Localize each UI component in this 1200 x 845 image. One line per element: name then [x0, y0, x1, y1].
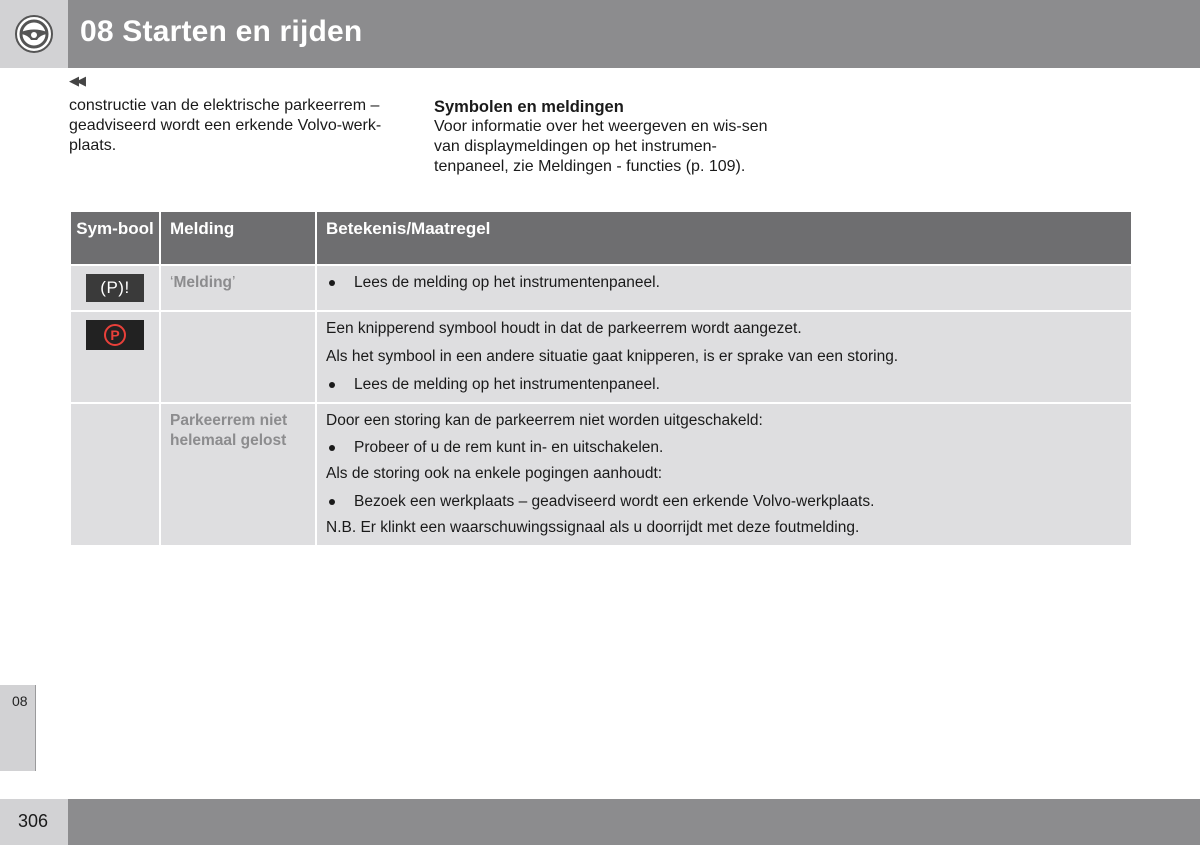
meaning-paragraph: Een knipperend symbool houdt in dat de parkeerrem wordt aangezet. — [326, 320, 802, 337]
message-text: Melding — [173, 274, 233, 291]
bullet-item: Bezoek een werkplaats – geadviseerd wordt een erkende Volvo-werkplaats. — [326, 492, 1122, 512]
meaning-cell — [316, 403, 1132, 546]
symbol-cell — [70, 311, 160, 403]
column-header-meaning: Betekenis/Maatregel — [316, 211, 1132, 265]
table-row — [70, 403, 1132, 546]
page-number: 306 — [18, 811, 49, 831]
bullet-item: Lees de melding op het instrumentenpaneel. — [326, 273, 1122, 293]
table-row — [70, 265, 1132, 311]
table-row — [70, 311, 1132, 403]
message-cell: ‘Melding’ — [160, 265, 316, 311]
section-heading: Symbolen en meldingen — [434, 98, 624, 116]
bullet-item: Lees de melding op het instrumentenpaneel. — [326, 375, 1122, 395]
column-header-symbol: Sym-bool — [70, 211, 160, 265]
left-column-text: constructie van de elektrische parkeerrem – geadviseerd wordt een erkende Volvo-werk-plaats. — [69, 97, 382, 154]
meaning-cell — [316, 265, 1132, 311]
page-footer — [0, 799, 1200, 845]
chapter-side-tab — [0, 685, 36, 771]
meaning-paragraph: Als het symbool in een andere situatie gaat knipperen, is er sprake van een storing. — [326, 348, 899, 365]
continuation-arrow-icon: ◀◀ — [69, 73, 83, 88]
parking-brake-icon — [86, 320, 144, 350]
chapter-header — [0, 0, 1200, 68]
bullet-item: Probeer of u de rem kunt in- en uitschakelen. — [326, 438, 1122, 458]
symbol-cell — [70, 403, 160, 546]
message-table — [69, 210, 1133, 547]
side-tab-label: 08 — [12, 693, 28, 709]
meaning-paragraph: Door een storing kan de parkeerrem niet worden uitgeschakeld: — [326, 412, 763, 429]
symbol-cell — [70, 265, 160, 311]
meaning-paragraph: Als de storing ook na enkele pogingen aanhoudt: — [326, 465, 663, 482]
page-number-box — [0, 799, 68, 845]
section-text: Voor informatie over het weergeven en wis-sen van displaymeldingen op het instrumen-tenpaneel, zie Meldingen - functies (p. 109). — [434, 118, 768, 175]
parking-brake-warning-icon: (P)! — [86, 274, 144, 302]
meaning-cell — [316, 311, 1132, 403]
meaning-note: N.B. Er klinkt een waarschuwingssignaal als u doorrijdt met deze foutmelding. — [326, 519, 860, 536]
message-cell — [160, 311, 316, 403]
right-column — [434, 97, 774, 177]
chapter-icon-tab — [0, 0, 68, 68]
left-column — [69, 96, 409, 156]
steering-wheel-icon — [14, 14, 54, 54]
parking-brake-icon-letter: P — [110, 327, 120, 343]
message-cell: Parkeerrem niet helemaal gelost — [160, 403, 316, 546]
chapter-title: 08 Starten en rijden — [80, 15, 363, 48]
table-header-row — [70, 211, 1132, 265]
column-header-message: Melding — [160, 211, 316, 265]
